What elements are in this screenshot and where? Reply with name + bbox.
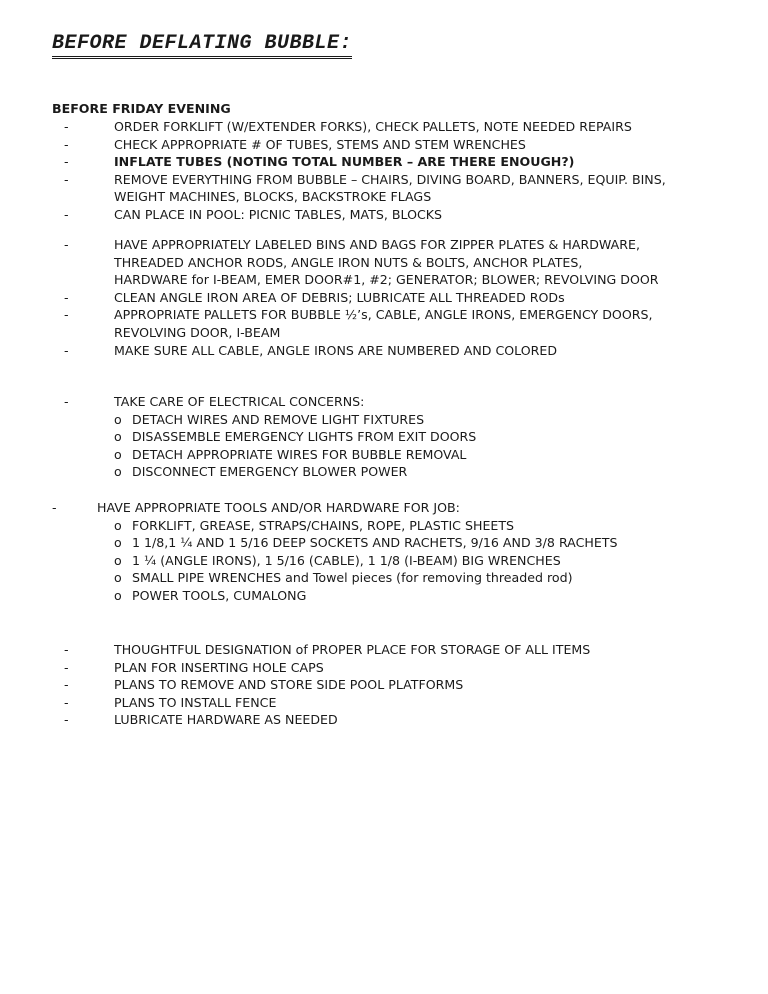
section-heading: BEFORE FRIDAY EVENING xyxy=(52,101,231,116)
list-item xyxy=(0,289,768,307)
list-item xyxy=(0,587,768,605)
sub-bullet-icon: o xyxy=(114,411,122,427)
sub-item-text: 1 ¼ (ANGLE IRONS), 1 5/16 (CABLE), 1 1/8 (I-BEAM) BIG WRENCHES xyxy=(132,552,561,568)
sub-item-text: DISASSEMBLE EMERGENCY LIGHTS FROM EXIT DOORS xyxy=(132,429,477,445)
bullet: - xyxy=(64,659,69,675)
item-text: HAVE APPROPRIATELY LABELED BINS AND BAGS FOR ZIPPER PLATES & HARDWARE, xyxy=(114,237,640,252)
list-item xyxy=(0,236,768,254)
item-text: REMOVE EVERYTHING FROM BUBBLE – CHAIRS, DIVING BOARD, BANNERS, EQUIP. BINS, xyxy=(114,171,666,187)
list-item xyxy=(0,254,768,272)
bullet: - xyxy=(64,394,69,409)
item-text: CAN PLACE IN POOL: PICNIC TABLES, MATS, BLOCKS xyxy=(114,206,443,222)
list-item xyxy=(0,411,768,429)
list-item xyxy=(0,324,768,342)
list-item xyxy=(0,517,768,535)
checklist-group-1 xyxy=(0,118,768,224)
sub-item-text: 1 1/8,1 ¼ AND 1 5/16 DEEP SOCKETS AND RACHETS, 9/16 AND 3/8 RACHETS xyxy=(132,535,618,551)
checklist-group-2 xyxy=(0,236,768,359)
item-text: MAKE SURE ALL CABLE, ANGLE IRONS ARE NUMBERED AND COLORED xyxy=(114,342,558,358)
item-text: THOUGHTFUL DESIGNATION of PROPER PLACE FOR STORAGE OF ALL ITEMS xyxy=(114,642,591,657)
list-item xyxy=(0,188,768,206)
item-text: ORDER FORKLIFT (W/EXTENDER FORKS), CHECK PALLETS, NOTE NEEDED REPAIRS xyxy=(114,119,632,134)
sub-bullet-icon: o xyxy=(114,429,122,445)
bullet: - xyxy=(64,136,69,152)
list-item xyxy=(0,552,768,570)
list-item xyxy=(0,463,768,481)
item-text: THREADED ANCHOR RODS, ANGLE IRON NUTS & BOLTS, ANCHOR PLATES, xyxy=(114,254,583,270)
bullet: - xyxy=(64,119,69,134)
list-item xyxy=(0,206,768,224)
list-item xyxy=(0,153,768,171)
page-title: BEFORE DEFLATING BUBBLE: xyxy=(52,32,352,59)
bullet: - xyxy=(64,642,69,657)
sub-bullet-icon: o xyxy=(114,464,122,480)
item-text: PLANS TO INSTALL FENCE xyxy=(114,694,277,710)
bullet: - xyxy=(64,694,69,710)
item-text: LUBRICATE HARDWARE AS NEEDED xyxy=(114,712,338,728)
sub-bullet-icon: o xyxy=(114,570,122,586)
list-item xyxy=(0,641,768,659)
item-text: APPROPRIATE PALLETS FOR BUBBLE ½’s, CABLE, ANGLE IRONS, EMERGENCY DOORS, xyxy=(114,307,653,323)
bullet: - xyxy=(64,307,69,323)
sub-bullet-icon: o xyxy=(114,517,122,533)
list-item xyxy=(0,271,768,289)
electrical-label: TAKE CARE OF ELECTRICAL CONCERNS: xyxy=(114,394,365,409)
list-item xyxy=(0,428,768,446)
bullet: - xyxy=(64,712,69,728)
list-item xyxy=(0,136,768,154)
bullet: - xyxy=(64,154,69,170)
sub-bullet-icon: o xyxy=(114,552,122,568)
sub-item-text: DETACH APPROPRIATE WIRES FOR BUBBLE REMOVAL xyxy=(132,446,467,462)
item-text: REVOLVING DOOR, I-BEAM xyxy=(114,324,281,340)
tools-section xyxy=(0,499,768,605)
sub-item-text: FORKLIFT, GREASE, STRAPS/CHAINS, ROPE, PLASTIC SHEETS xyxy=(132,517,515,533)
bullet: - xyxy=(52,500,57,515)
tools-label: HAVE APPROPRIATE TOOLS AND/OR HARDWARE FOR JOB: xyxy=(97,500,460,515)
list-item xyxy=(0,342,768,360)
sub-item-text: POWER TOOLS, CUMALONG xyxy=(132,587,307,603)
item-text: CHECK APPROPRIATE # OF TUBES, STEMS AND STEM WRENCHES xyxy=(114,136,526,152)
sub-bullet-icon: o xyxy=(114,535,122,551)
sub-bullet-icon: o xyxy=(114,587,122,603)
bullet: - xyxy=(64,171,69,187)
bullet: - xyxy=(64,289,69,305)
electrical-section xyxy=(0,393,768,481)
bullet: - xyxy=(64,677,69,693)
list-item xyxy=(0,659,768,677)
item-text: PLANS TO REMOVE AND STORE SIDE POOL PLATFORMS xyxy=(114,677,464,693)
list-item xyxy=(0,711,768,729)
item-text: CLEAN ANGLE IRON AREA OF DEBRIS; LUBRICATE ALL THREADED RODs xyxy=(114,289,565,305)
list-item xyxy=(0,446,768,464)
item-text: INFLATE TUBES (NOTING TOTAL NUMBER – ARE THERE ENOUGH?) xyxy=(114,154,575,170)
list-item xyxy=(0,569,768,587)
list-item xyxy=(0,694,768,712)
bullet: - xyxy=(64,206,69,222)
list-item xyxy=(0,171,768,189)
list-item xyxy=(0,306,768,324)
bullet: - xyxy=(64,342,69,358)
sub-item-text: SMALL PIPE WRENCHES and Towel pieces (for removing threaded rod) xyxy=(132,570,573,586)
sub-item-text: DETACH WIRES AND REMOVE LIGHT FIXTURES xyxy=(132,411,425,427)
item-text: WEIGHT MACHINES, BLOCKS, BACKSTROKE FLAGS xyxy=(114,189,432,205)
item-text: HARDWARE for I-BEAM, EMER DOOR#1, #2; GENERATOR; BLOWER; REVOLVING DOOR xyxy=(114,272,659,288)
sub-item-text: DISCONNECT EMERGENCY BLOWER POWER xyxy=(132,464,408,480)
item-text: PLAN FOR INSERTING HOLE CAPS xyxy=(114,659,324,675)
bullet: - xyxy=(64,237,69,252)
checklist-group-5 xyxy=(0,641,768,729)
list-item xyxy=(0,676,768,694)
list-item xyxy=(0,534,768,552)
sub-bullet-icon: o xyxy=(114,446,122,462)
list-item xyxy=(0,118,768,136)
